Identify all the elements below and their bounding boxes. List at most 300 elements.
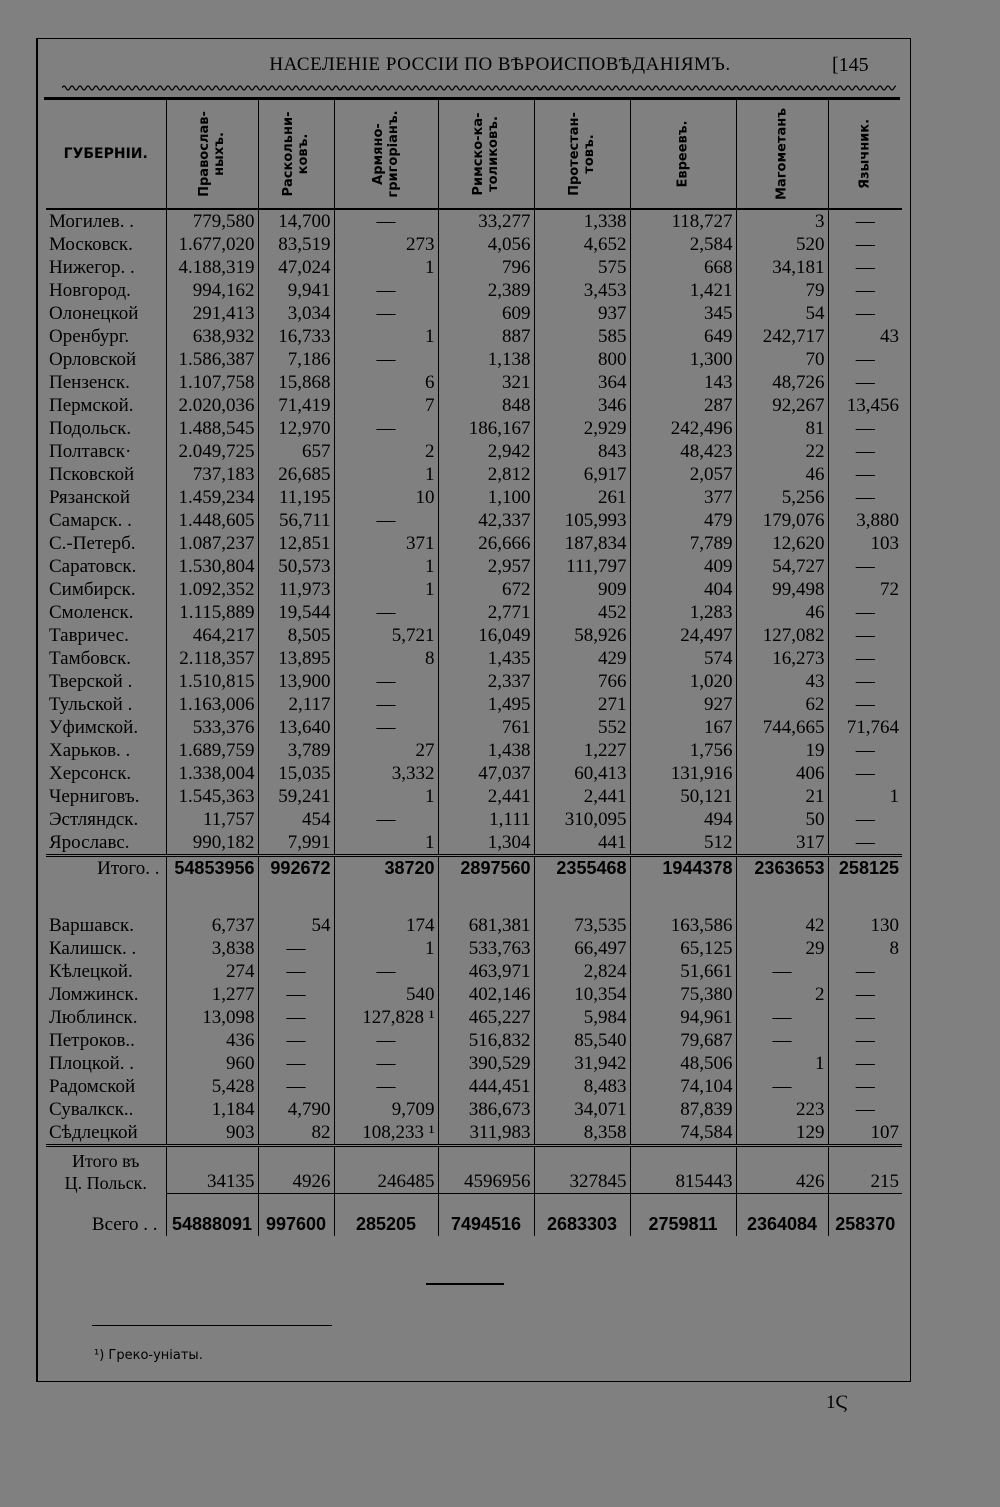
table-cell: 1 xyxy=(828,785,902,808)
table-cell: 1 xyxy=(334,578,438,601)
table-cell: 7,991 xyxy=(258,831,334,856)
table-cell: 5,984 xyxy=(534,1006,630,1029)
spacer-cell xyxy=(736,880,828,914)
table-cell: 429 xyxy=(534,647,630,670)
table-cell: 70 xyxy=(736,348,828,371)
table-cell: — xyxy=(828,960,902,983)
table-cell: 2.118,357 xyxy=(166,647,258,670)
page-title: НАСЕЛЕНІЕ РОССІИ ПО ВѢРОИСПОВѢДАНІЯМЪ. xyxy=(269,54,731,75)
table-cell: 10,354 xyxy=(534,983,630,1006)
table-cell: 42 xyxy=(736,914,828,937)
table-cell: 992672 xyxy=(258,856,334,881)
table-cell: 390,529 xyxy=(438,1052,534,1075)
spacer-cell xyxy=(438,880,534,914)
spacer-cell xyxy=(258,880,334,914)
province-name: Рязанской xyxy=(49,487,131,508)
table-cell: 1 xyxy=(334,937,438,960)
table-cell: 465,227 xyxy=(438,1006,534,1029)
table-cell: 1.530,804 xyxy=(166,555,258,578)
table-cell: 2,117 xyxy=(258,693,334,716)
table-cell: 464,217 xyxy=(166,624,258,647)
table-cell: — xyxy=(828,348,902,371)
table-cell: 494 xyxy=(630,808,736,831)
table-cell: 345 xyxy=(630,302,736,325)
table-cell: 73,535 xyxy=(534,914,630,937)
table-cell: 533,376 xyxy=(166,716,258,739)
table-row xyxy=(46,1052,902,1075)
table-cell: 1,111 xyxy=(438,808,534,831)
table-row xyxy=(46,555,902,578)
table-row xyxy=(46,1098,902,1121)
table-cell: 1,184 xyxy=(166,1098,258,1121)
table-cell: 1 xyxy=(334,325,438,348)
table-cell: 2,584 xyxy=(630,233,736,256)
table-cell: 8 xyxy=(828,937,902,960)
table-cell: — xyxy=(828,670,902,693)
table-cell: 1.448,605 xyxy=(166,509,258,532)
table-cell: 638,932 xyxy=(166,325,258,348)
table-cell: 48,726 xyxy=(736,371,828,394)
table-cell: 1 xyxy=(334,785,438,808)
table-cell: 1,227 xyxy=(534,739,630,762)
table-cell: 71,764 xyxy=(828,716,902,739)
province-name: Петроков.. xyxy=(49,1030,135,1051)
table-cell: 127,082 xyxy=(736,624,828,647)
table-cell: 29 xyxy=(736,937,828,960)
table-cell: 12,851 xyxy=(258,532,334,555)
table-cell: — xyxy=(334,417,438,440)
column-header-jews xyxy=(630,100,736,209)
table-cell: — xyxy=(736,1075,828,1098)
province-name: Орловской xyxy=(49,349,137,370)
table-cell: 2 xyxy=(334,440,438,463)
table-cell: 7,186 xyxy=(258,348,334,371)
province-name: Самарск. . xyxy=(49,510,132,531)
province-name: Полтавск· xyxy=(49,441,132,462)
table-cell: 800 xyxy=(534,348,630,371)
table-cell: — xyxy=(828,647,902,670)
table-cell: 843 xyxy=(534,440,630,463)
table-cell: 1 xyxy=(334,831,438,856)
table-cell: 346 xyxy=(534,394,630,417)
table-cell: 2,957 xyxy=(438,555,534,578)
table-cell: — xyxy=(828,693,902,716)
table-cell: 71,419 xyxy=(258,394,334,417)
table-cell: 31,942 xyxy=(534,1052,630,1075)
table-cell: 81 xyxy=(736,417,828,440)
end-rule xyxy=(426,1283,504,1285)
table-cell: 92,267 xyxy=(736,394,828,417)
table-cell: 12,620 xyxy=(736,532,828,555)
table-cell: 452 xyxy=(534,601,630,624)
table-cell: 796 xyxy=(438,256,534,279)
province-name: Уфимской. xyxy=(49,717,139,738)
table-cell: — xyxy=(828,555,902,578)
table-row xyxy=(46,693,902,716)
table-cell: 75,380 xyxy=(630,983,736,1006)
table-cell: — xyxy=(828,624,902,647)
table-cell: 1,756 xyxy=(630,739,736,762)
province-name: Сѣдлецкой xyxy=(49,1122,138,1143)
table-cell: 1,300 xyxy=(630,348,736,371)
table-cell: 1,338 xyxy=(534,209,630,233)
table-row xyxy=(46,486,902,509)
province-name: Плоцкой. . xyxy=(49,1053,135,1074)
table-cell: 79 xyxy=(736,279,828,302)
table-cell: 1,283 xyxy=(630,601,736,624)
table-cell: 33,277 xyxy=(438,209,534,233)
province-name: Ломжинск. xyxy=(49,984,139,1005)
table-cell: — xyxy=(334,348,438,371)
table-cell: 649 xyxy=(630,325,736,348)
table-cell: 516,832 xyxy=(438,1029,534,1052)
province-name: Херсонск. xyxy=(49,763,132,784)
table-cell: 107 xyxy=(828,1121,902,1146)
province-name: Сувалкск.. xyxy=(49,1099,134,1120)
column-header-muslims xyxy=(736,100,828,209)
table-cell: 2,441 xyxy=(438,785,534,808)
table-cell: 287 xyxy=(630,394,736,417)
table-cell: — xyxy=(828,279,902,302)
table-cell: 463,971 xyxy=(438,960,534,983)
province-name: Варшавск. xyxy=(49,915,134,936)
table-cell: — xyxy=(258,960,334,983)
table-cell: 1,495 xyxy=(438,693,534,716)
table-cell: 574 xyxy=(630,647,736,670)
table-cell: 58,926 xyxy=(534,624,630,647)
table-cell: 681,381 xyxy=(438,914,534,937)
table-cell: 16,049 xyxy=(438,624,534,647)
spacer-cell xyxy=(46,880,166,914)
table-cell: 8 xyxy=(334,647,438,670)
table-cell: 9,709 xyxy=(334,1098,438,1121)
table-cell: 11,973 xyxy=(258,578,334,601)
table-cell: — xyxy=(828,302,902,325)
table-cell: 2363653 xyxy=(736,856,828,881)
table-cell: 744,665 xyxy=(736,716,828,739)
table-cell: 174 xyxy=(334,914,438,937)
table-cell: 2759811 xyxy=(630,1194,736,1237)
table-row xyxy=(46,279,902,302)
table-cell: 47,037 xyxy=(438,762,534,785)
table-cell: 15,035 xyxy=(258,762,334,785)
column-header-protestant xyxy=(534,100,630,209)
table-cell: 6,737 xyxy=(166,914,258,937)
table-cell: 1,020 xyxy=(630,670,736,693)
table-cell: 1.689,759 xyxy=(166,739,258,762)
table-cell: 1.677,020 xyxy=(166,233,258,256)
table-row xyxy=(46,601,902,624)
table-cell: — xyxy=(828,371,902,394)
table-cell: 26,666 xyxy=(438,532,534,555)
table-cell: 6 xyxy=(334,371,438,394)
table-cell: 903 xyxy=(166,1121,258,1146)
table-cell: 909 xyxy=(534,578,630,601)
table-row xyxy=(46,509,902,532)
table-cell: 436 xyxy=(166,1029,258,1052)
spacer-row xyxy=(46,880,902,914)
table-cell: 46 xyxy=(736,463,828,486)
table-cell: 8,358 xyxy=(534,1121,630,1146)
table-cell: 143 xyxy=(630,371,736,394)
table-cell: 60,413 xyxy=(534,762,630,785)
table-cell: 3,880 xyxy=(828,509,902,532)
table-cell: 72 xyxy=(828,578,902,601)
table-cell: 127,828 ¹ xyxy=(334,1006,438,1029)
province-name: Итого. . xyxy=(46,856,166,881)
column-header-pagans xyxy=(828,100,902,209)
table-cell: 13,456 xyxy=(828,394,902,417)
table-cell: — xyxy=(828,1052,902,1075)
table-cell: 371 xyxy=(334,532,438,555)
table-cell: 441 xyxy=(534,831,630,856)
province-name: Радомской xyxy=(49,1076,136,1097)
table-cell: 179,076 xyxy=(736,509,828,532)
table-cell: 1 xyxy=(736,1052,828,1075)
table-cell: 479 xyxy=(630,509,736,532)
table-cell: 34,071 xyxy=(534,1098,630,1121)
table-cell: 261 xyxy=(534,486,630,509)
table-cell: 533,763 xyxy=(438,937,534,960)
table-cell: 10 xyxy=(334,486,438,509)
table-cell: 454 xyxy=(258,808,334,831)
table-row xyxy=(46,371,902,394)
table-cell: 223 xyxy=(736,1098,828,1121)
province-name: Московск. xyxy=(49,234,133,255)
table-cell: 848 xyxy=(438,394,534,417)
table-cell: 815443 xyxy=(630,1146,736,1194)
table-cell: 2683303 xyxy=(534,1194,630,1237)
table-cell: — xyxy=(258,1075,334,1098)
table-row xyxy=(46,914,902,937)
table-cell: 2 xyxy=(736,983,828,1006)
table-cell: 50,573 xyxy=(258,555,334,578)
table-cell: 50,121 xyxy=(630,785,736,808)
table-cell: 48,506 xyxy=(630,1052,736,1075)
table-cell: — xyxy=(334,960,438,983)
table-cell: 2,441 xyxy=(534,785,630,808)
spacer-cell xyxy=(534,880,630,914)
table-cell: 327845 xyxy=(534,1146,630,1194)
table-row xyxy=(46,1029,902,1052)
signature-mark: 1Ϛ xyxy=(826,1392,849,1413)
table-row xyxy=(46,983,902,1006)
table-cell: 585 xyxy=(534,325,630,348)
table-cell: 108,233 ¹ xyxy=(334,1121,438,1146)
table-cell: — xyxy=(828,762,902,785)
table-cell: — xyxy=(828,440,902,463)
table-cell: 271 xyxy=(534,693,630,716)
table-cell: 997600 xyxy=(258,1194,334,1237)
table-cell: 1.163,006 xyxy=(166,693,258,716)
table-cell: 103 xyxy=(828,532,902,555)
table-cell: — xyxy=(828,463,902,486)
table-cell: 1.107,758 xyxy=(166,371,258,394)
table-cell: 258370 xyxy=(828,1194,902,1237)
table-cell: — xyxy=(334,670,438,693)
table-cell: 2,812 xyxy=(438,463,534,486)
table-cell: 85,540 xyxy=(534,1029,630,1052)
table-cell: — xyxy=(828,831,902,856)
table-cell: 11,757 xyxy=(166,808,258,831)
table-cell: 8,483 xyxy=(534,1075,630,1098)
table-row xyxy=(46,1075,902,1098)
grand-total-row xyxy=(46,1194,902,1237)
table-cell: 779,580 xyxy=(166,209,258,233)
table-row xyxy=(46,417,902,440)
table-cell: 16,273 xyxy=(736,647,828,670)
table-cell: 2,771 xyxy=(438,601,534,624)
table-cell: 3,838 xyxy=(166,937,258,960)
table-cell: 163,586 xyxy=(630,914,736,937)
table-cell: 1,438 xyxy=(438,739,534,762)
table-row xyxy=(46,647,902,670)
table-cell: 609 xyxy=(438,302,534,325)
table-row xyxy=(46,348,902,371)
table-cell: 927 xyxy=(630,693,736,716)
table-cell: 46 xyxy=(736,601,828,624)
population-table xyxy=(46,100,902,1236)
table-cell: 2355468 xyxy=(534,856,630,881)
table-row xyxy=(46,1006,902,1029)
table-cell: 520 xyxy=(736,233,828,256)
table-cell: 130 xyxy=(828,914,902,937)
table-cell: 24,497 xyxy=(630,624,736,647)
table-row xyxy=(46,325,902,348)
table-cell: — xyxy=(334,1029,438,1052)
column-header-label: Протестан- товъ. xyxy=(567,112,597,196)
table-cell: 34135 xyxy=(166,1146,258,1194)
column-header-catholic xyxy=(438,100,534,209)
table-cell: 994,162 xyxy=(166,279,258,302)
table-cell: 1.510,815 xyxy=(166,670,258,693)
table-cell: 1 xyxy=(334,463,438,486)
table-row xyxy=(46,624,902,647)
table-cell: 1.087,237 xyxy=(166,532,258,555)
table-cell: 83,519 xyxy=(258,233,334,256)
table-cell: 14,700 xyxy=(258,209,334,233)
province-name: Новгород. xyxy=(49,280,131,301)
province-name: С.-Петерб. xyxy=(49,533,136,554)
table-cell: 66,497 xyxy=(534,937,630,960)
table-cell: 273 xyxy=(334,233,438,256)
table-cell: — xyxy=(828,1006,902,1029)
table-cell: 1.586,387 xyxy=(166,348,258,371)
table-row xyxy=(46,716,902,739)
table-cell: — xyxy=(736,1029,828,1052)
column-header-label: Евреевъ. xyxy=(675,120,691,188)
table-cell: 960 xyxy=(166,1052,258,1075)
table-cell: 111,797 xyxy=(534,555,630,578)
column-header-label: Раскольни- ковъ. xyxy=(281,111,311,197)
table-cell: 2.049,725 xyxy=(166,440,258,463)
table-cell: 512 xyxy=(630,831,736,856)
table-cell: 65,125 xyxy=(630,937,736,960)
table-cell: 2897560 xyxy=(438,856,534,881)
table-cell: — xyxy=(828,486,902,509)
table-cell: 5,428 xyxy=(166,1075,258,1098)
table-cell: 26,685 xyxy=(258,463,334,486)
table-cell: 50 xyxy=(736,808,828,831)
table-cell: 59,241 xyxy=(258,785,334,808)
province-name: Симбирск. xyxy=(49,579,136,600)
table-cell: — xyxy=(828,808,902,831)
table-row xyxy=(46,233,902,256)
table-cell: 540 xyxy=(334,983,438,1006)
table-cell: 377 xyxy=(630,486,736,509)
table-cell: 13,895 xyxy=(258,647,334,670)
table-cell: 1.092,352 xyxy=(166,578,258,601)
table-cell: 167 xyxy=(630,716,736,739)
table-cell: 54,727 xyxy=(736,555,828,578)
table-cell: 1,100 xyxy=(438,486,534,509)
table-row xyxy=(46,532,902,555)
table-cell: 74,584 xyxy=(630,1121,736,1146)
table-cell: 426 xyxy=(736,1146,828,1194)
poland-total-row xyxy=(46,1146,902,1194)
column-header-province: ГУБЕРНІИ. xyxy=(46,100,166,209)
table-cell: 6,917 xyxy=(534,463,630,486)
table-cell: — xyxy=(258,1006,334,1029)
table-row xyxy=(46,440,902,463)
table-cell: — xyxy=(828,256,902,279)
table-cell: 94,961 xyxy=(630,1006,736,1029)
province-name: Харьков. . xyxy=(49,740,131,761)
table-cell: — xyxy=(334,509,438,532)
table-row xyxy=(46,256,902,279)
table-cell: 27 xyxy=(334,739,438,762)
table-row xyxy=(46,739,902,762)
spacer-cell xyxy=(828,880,902,914)
table-cell: 99,498 xyxy=(736,578,828,601)
table-cell: 7 xyxy=(334,394,438,417)
table-cell: 1 xyxy=(334,256,438,279)
table-cell: 285205 xyxy=(334,1194,438,1237)
table-cell: 215 xyxy=(828,1146,902,1194)
table-cell: — xyxy=(258,1029,334,1052)
table-row xyxy=(46,394,902,417)
table-cell: 19 xyxy=(736,739,828,762)
table-cell: 82 xyxy=(258,1121,334,1146)
province-name: Эстляндск. xyxy=(49,809,139,830)
table-cell: 552 xyxy=(534,716,630,739)
table-cell: 2.020,036 xyxy=(166,394,258,417)
province-name: Люблинск. xyxy=(49,1007,138,1028)
table-cell: 129 xyxy=(736,1121,828,1146)
table-cell: 7,789 xyxy=(630,532,736,555)
table-cell: 11,195 xyxy=(258,486,334,509)
table-cell: 3,789 xyxy=(258,739,334,762)
province-name: Тамбовск. xyxy=(49,648,132,669)
footnote: ¹) Греко-уніаты. xyxy=(94,1348,203,1363)
table-cell: 761 xyxy=(438,716,534,739)
table-header-row xyxy=(46,100,902,209)
table-cell: 4926 xyxy=(258,1146,334,1194)
table-cell: — xyxy=(828,417,902,440)
table-cell: 258125 xyxy=(828,856,902,881)
table-cell: 87,839 xyxy=(630,1098,736,1121)
table-cell: 1.488,545 xyxy=(166,417,258,440)
table-row xyxy=(46,1121,902,1146)
province-name: Псковской xyxy=(49,464,135,485)
spacer-cell xyxy=(630,880,736,914)
table-cell: 5,256 xyxy=(736,486,828,509)
table-cell: 43 xyxy=(828,325,902,348)
table-row xyxy=(46,808,902,831)
province-name: Смоленск. xyxy=(49,602,134,623)
table-cell: 406 xyxy=(736,762,828,785)
table-cell: 4,652 xyxy=(534,233,630,256)
